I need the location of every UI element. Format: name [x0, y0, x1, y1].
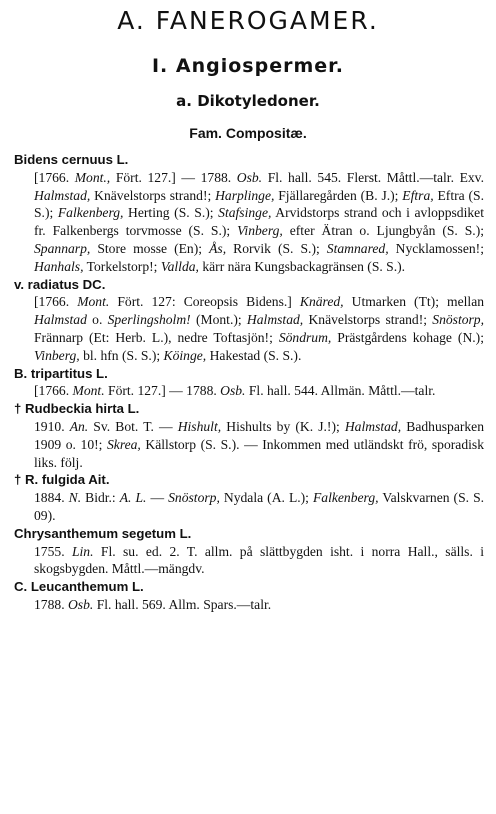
species-name: Chrysanthemum segetum L.	[14, 525, 192, 541]
species-name: C. Leucanthemum L.	[14, 579, 144, 595]
species-entry	[14, 525, 484, 578]
subsection-heading: a. Dikotyledoner.	[176, 92, 320, 110]
species-description: [1766. Mont. Fört. 127.] — 1788. Osb. Fl. hall. 544. Allmän. Måttl.—talr.	[34, 383, 436, 399]
species-description: [1766. Mont., Fört. 127.] — 1788. Osb. Fl. hall. 545. Flerst. Måttl.—talr. Exv. Halmstad, Knävelstorps strand!; Harplinge, Fjällaregården (B. J.); Eftra, Eftra (S. S.); Falkenberg, Herting (S. S.); Stafsinge, Arvidstorps strand och i avloppsdiket fr. Falkenbergs torvmosse (S. S.); Vinberg, efter Ätran o. Ljungbyån (S. S.); Spannarp, Store mosse (En); Ås, Rorvik (S. S.); Stamnared, Nycklamossen!; Hanhals, Torkelstorp!; Vallda, kärr nära Kungsbackagränsen (S. S.).	[34, 169, 485, 274]
section-heading: I. Angiospermer.	[151, 55, 345, 77]
species-description: 1910. An. Sv. Bot. T. — Hishult, Hishults by (K. J.!); Halmstad, Badhusparken 1909 o. 10!; Skrea, Källstorp (S. S.). — Inkommen med utländskt frö, sporadisk liks. följ.	[34, 418, 485, 470]
species-name: Bidens cernuus L.	[14, 152, 129, 167]
species-description: 1788. Osb. Fl. hall. 569. Allm. Spars.—talr.	[34, 596, 272, 612]
species-entry	[14, 471, 484, 524]
species-description: 1755. Lin. Fl. su. ed. 2. T. allm. på slättbygden isht. i norra Hall., sälls. i skogsbygden. Måttl.—mängdv.	[34, 543, 484, 577]
species-entry	[14, 365, 484, 401]
species-entry	[14, 578, 484, 614]
species-name: B. tripartitus L.	[14, 365, 108, 381]
species-name: † R. fulgida Ait.	[14, 472, 110, 488]
species-name: † Rudbeckia hirta L.	[14, 401, 140, 417]
page-title: A. FANEROGAMER.	[117, 6, 379, 35]
species-entry	[14, 400, 484, 471]
species-list	[14, 151, 484, 614]
species-description: 1884. N. Bidr.: A. L. — Snöstorp, Nydala (A. L.); Falkenberg, Valskvarnen (S. S. 09).	[34, 490, 485, 523]
species-name: v. radiatus DC.	[14, 276, 106, 292]
family-heading: Fam. Compositæ.	[189, 125, 307, 141]
species-entry	[14, 151, 484, 276]
species-entry	[14, 276, 484, 365]
species-description: [1766. Mont. Fört. 127: Coreopsis Bidens.] Knäred, Utmarken (Tt); mellan Halmstad o. Sperlingsholm! (Mont.); Halmstad, Knävelstorps strand!; Snöstorp, Frännarp (Et: Herb. L.), nedre Toftasjön!; Söndrum, Prästgårdens kohage (N.); Vinberg, bl. hfn (S. S.); Köinge, Hakestad (S. S.).	[34, 294, 485, 363]
